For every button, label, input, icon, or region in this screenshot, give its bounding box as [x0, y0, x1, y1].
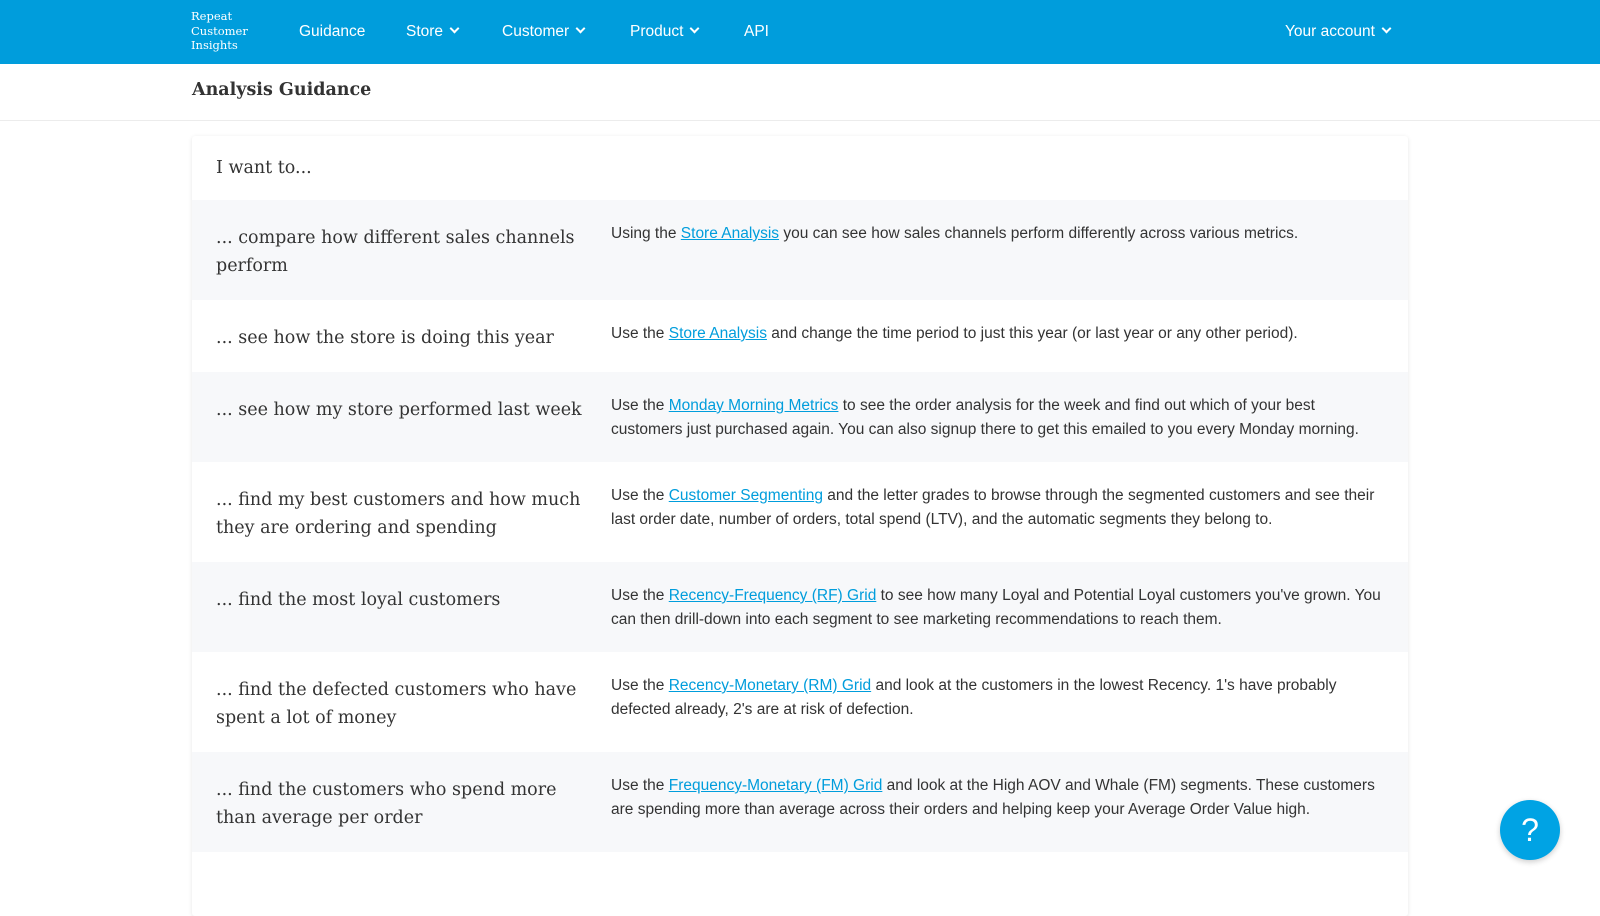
report-link[interactable]: Store Analysis — [668, 325, 767, 342]
card-header: I want to... — [216, 158, 312, 178]
guidance-text-suffix: and the letter grades to browse through the segmented customers and see their last order date, number of orders, total spend (LTV), and the automatic segments they belong to. — [611, 487, 1375, 528]
guidance-text-suffix: and change the time period to just this year (or last year or any other period). — [766, 325, 1298, 342]
guidance-row — [192, 652, 1408, 752]
guidance-text — [611, 322, 1384, 352]
guidance-text — [611, 394, 1384, 442]
chevron-down-icon — [1381, 24, 1391, 34]
guidance-text-prefix: Use the — [611, 777, 669, 794]
guidance-list — [192, 200, 1408, 852]
nav-api[interactable]: API — [744, 23, 769, 40]
goal-text: ... find my best customers and how much they are ordering and spending — [216, 490, 581, 538]
guidance-row — [192, 562, 1408, 652]
nav-customer[interactable]: Customer — [502, 0, 584, 64]
report-link[interactable]: Recency-Frequency (RF) Grid — [668, 587, 877, 604]
guidance-text-prefix: Use the — [611, 487, 669, 504]
guidance-text-prefix: Using the — [611, 225, 681, 242]
guidance-text-suffix: and look at the customers in the lowest Recency. 1's have probably defected already, 2's are at risk of defection. — [611, 677, 1337, 718]
guidance-text — [611, 674, 1384, 732]
report-link[interactable]: Monday Morning Metrics — [668, 397, 839, 414]
nav-product[interactable]: Product — [630, 0, 698, 64]
guidance-text-suffix: you can see how sales channels perform differently across various metrics. — [779, 225, 1299, 242]
guidance-row — [192, 200, 1408, 300]
guidance-row — [192, 752, 1408, 852]
report-link[interactable]: Recency-Monetary (RM) Grid — [668, 677, 872, 694]
guidance-text-prefix: Use the — [611, 677, 669, 694]
goal-text: ... compare how different sales channels perform — [216, 228, 575, 276]
guidance-row — [192, 300, 1408, 372]
top-navbar — [0, 0, 1600, 64]
page-header — [0, 64, 1600, 121]
nav-your-account[interactable]: Your account — [1285, 0, 1390, 64]
brand-logo[interactable]: Repeat Customer Insights — [191, 9, 248, 52]
goal-text: ... see how the store is doing this year — [216, 328, 554, 348]
guidance-text — [611, 584, 1384, 632]
chevron-down-icon — [450, 24, 460, 34]
report-link[interactable]: Customer Segmenting — [668, 487, 823, 504]
help-button[interactable]: ? — [1500, 800, 1560, 860]
guidance-row — [192, 372, 1408, 462]
page-title: Analysis Guidance — [192, 80, 372, 100]
guidance-text-prefix: Use the — [611, 587, 669, 604]
goal-text: ... find the customers who spend more than average per order — [216, 780, 557, 828]
report-link[interactable]: Frequency-Monetary (FM) Grid — [668, 777, 883, 794]
guidance-row — [192, 462, 1408, 562]
guidance-text — [611, 222, 1384, 280]
chevron-down-icon — [690, 24, 700, 34]
nav-guidance[interactable]: Guidance — [299, 23, 366, 40]
goal-text: ... see how my store performed last week — [216, 400, 582, 420]
goal-text: ... find the most loyal customers — [216, 590, 501, 610]
report-link[interactable]: Store Analysis — [680, 225, 780, 242]
chevron-down-icon — [576, 24, 586, 34]
guidance-text — [611, 774, 1384, 832]
goal-text: ... find the defected customers who have spent a lot of money — [216, 680, 577, 728]
guidance-text-prefix: Use the — [611, 397, 669, 414]
guidance-text-prefix: Use the — [611, 325, 669, 342]
nav-store[interactable]: Store — [406, 0, 458, 64]
guidance-text-suffix: to see the order analysis for the week and find out which of your best customers just purchased again. You can also signup there to get this emailed to you every Monday morning. — [611, 397, 1359, 438]
guidance-text-suffix: and look at the High AOV and Whale (FM) segments. These customers are spending more than average across their orders and helping keep your Average Order Value high. — [611, 777, 1375, 818]
guidance-card — [192, 136, 1408, 916]
guidance-text — [611, 484, 1384, 542]
guidance-text-suffix: to see how many Loyal and Potential Loyal customers you've grown. You can then drill-down into each segment to see marketing recommendations to reach them. — [611, 587, 1381, 628]
